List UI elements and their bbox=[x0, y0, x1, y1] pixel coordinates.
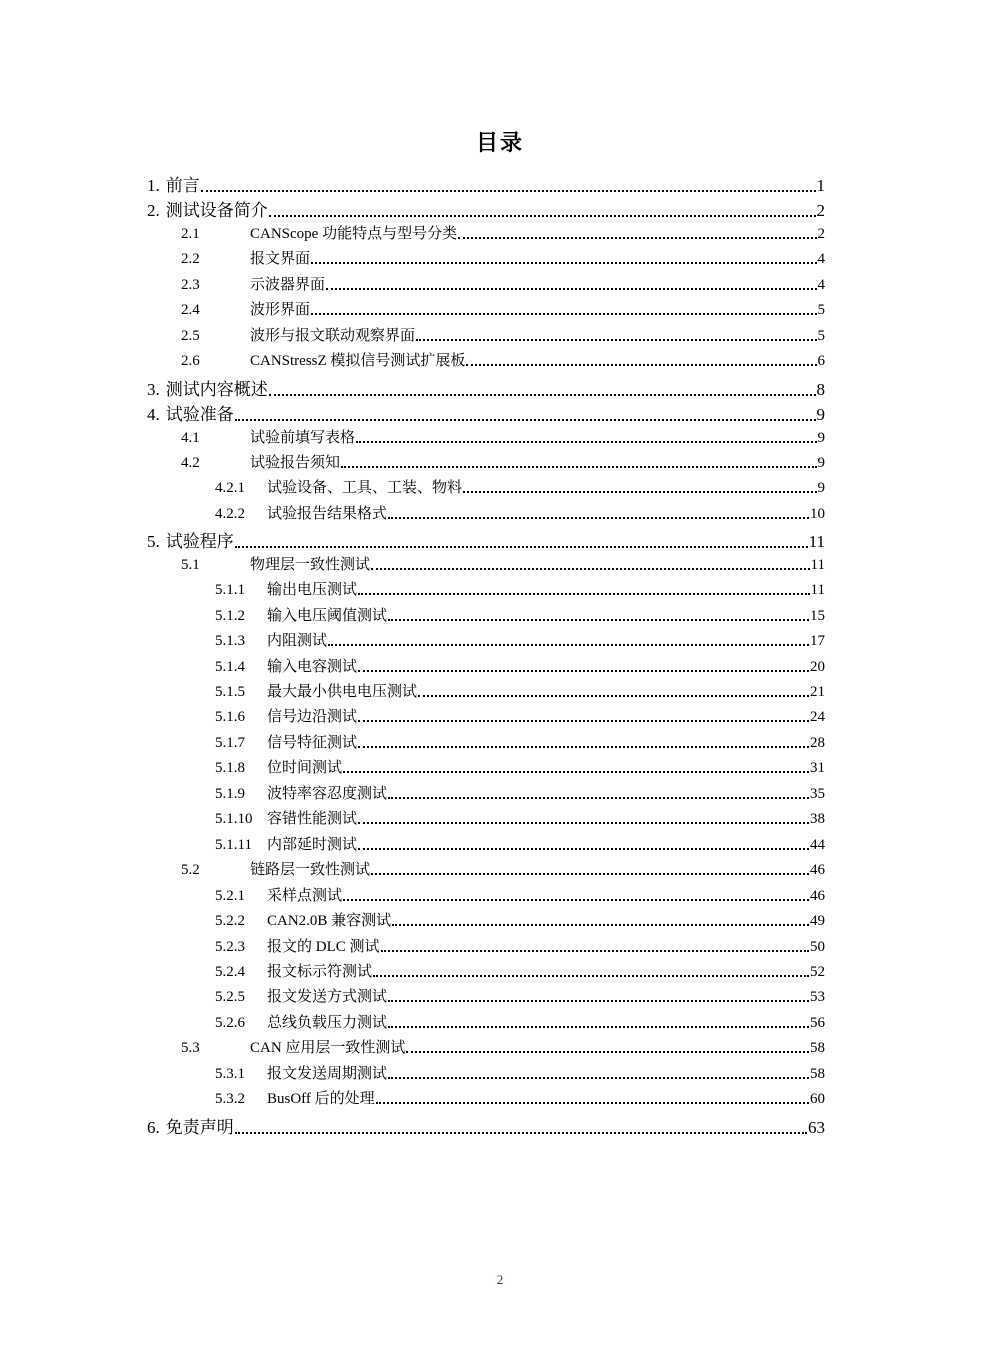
toc-entry[interactable] bbox=[181, 298, 825, 319]
toc-entry-title: 信号特征测试 bbox=[267, 734, 358, 751]
toc-entry[interactable] bbox=[181, 1036, 825, 1057]
toc-entry-title: 试验前填写表格 bbox=[250, 429, 356, 446]
page-number: 2 bbox=[496, 1272, 504, 1287]
toc-entry-page: 50 bbox=[810, 938, 825, 955]
toc-entry[interactable] bbox=[215, 705, 825, 726]
toc-entry-title: 信号边沿测试 bbox=[267, 709, 358, 726]
toc-entry[interactable] bbox=[215, 604, 825, 625]
toc-entry-number: 5.1.5 bbox=[215, 684, 245, 700]
toc-entry-title: 前言 bbox=[165, 176, 200, 196]
toc-entry-page: 11 bbox=[810, 556, 825, 573]
toc-entry-page: 28 bbox=[810, 734, 825, 751]
toc-entry-number: 4.2 bbox=[181, 454, 200, 471]
toc-entry-number: 5.1.7 bbox=[215, 734, 245, 751]
toc-entry-page: 44 bbox=[810, 836, 825, 853]
toc-entry-number: 5.1.2 bbox=[215, 607, 245, 624]
toc-dot-leader bbox=[388, 1026, 809, 1028]
toc-entry-title: CAN2.0B 兼容测试 bbox=[267, 913, 392, 930]
toc-dot-leader bbox=[416, 339, 816, 341]
toc-entry-title: 测试设备简介 bbox=[165, 201, 268, 222]
toc-entry[interactable] bbox=[215, 731, 825, 752]
toc-entry[interactable] bbox=[147, 400, 825, 425]
toc-entry[interactable] bbox=[215, 476, 825, 497]
toc-entry-title: CANStressZ 模拟信号测试扩展板 bbox=[250, 353, 466, 370]
toc-entry-title: 最大最小供电电压测试 bbox=[267, 684, 418, 700]
toc-entry[interactable] bbox=[181, 858, 825, 879]
toc-dot-leader bbox=[358, 822, 809, 824]
toc-dot-leader bbox=[358, 720, 809, 722]
toc-dot-leader bbox=[311, 262, 816, 264]
toc-entry[interactable] bbox=[181, 349, 825, 370]
toc-entry-page: 9 bbox=[817, 480, 825, 497]
toc-entry-page: 24 bbox=[810, 709, 825, 726]
toc-dot-leader bbox=[358, 746, 809, 748]
toc-entry[interactable] bbox=[215, 833, 825, 854]
toc-entry[interactable] bbox=[215, 960, 825, 981]
toc-entry-title: 波形界面 bbox=[250, 302, 311, 319]
toc-dot-leader bbox=[341, 466, 816, 468]
toc-entry-page: 15 bbox=[810, 607, 825, 624]
toc-entry-title: 试验程序 bbox=[165, 532, 234, 553]
toc-dot-leader bbox=[356, 441, 816, 443]
toc-dot-leader bbox=[358, 848, 809, 850]
toc-dot-leader bbox=[326, 288, 816, 290]
toc-entry[interactable] bbox=[215, 680, 825, 701]
toc-entry-number: 2.1 bbox=[181, 225, 200, 242]
toc-entry[interactable] bbox=[215, 985, 825, 1006]
toc-entry-page: 35 bbox=[810, 785, 825, 802]
toc-entry-number: 5.1 bbox=[181, 556, 200, 573]
toc-entry[interactable] bbox=[215, 935, 825, 956]
toc-entry-number: 5.3 bbox=[181, 1040, 200, 1057]
toc-entry-title: 物理层一致性测试 bbox=[250, 556, 371, 573]
toc-dot-leader bbox=[311, 313, 816, 315]
toc-entry-title: 内阻测试 bbox=[267, 633, 328, 650]
toc-entry-page: 9 bbox=[817, 454, 825, 471]
toc-dot-leader bbox=[388, 797, 809, 799]
toc-dot-leader bbox=[388, 1000, 809, 1002]
toc-entry-title: 输入电容测试 bbox=[267, 658, 358, 675]
toc-entry[interactable] bbox=[181, 324, 825, 345]
toc-entry-title: 报文的 DLC 测试 bbox=[267, 938, 380, 955]
toc-entry-number: 5.1.3 bbox=[215, 633, 245, 650]
toc-entry-number: 5.1.11 bbox=[215, 836, 252, 853]
toc-dot-leader bbox=[381, 950, 809, 952]
toc-entry[interactable] bbox=[215, 884, 825, 905]
toc-entry-title: 波特率容忍度测试 bbox=[267, 785, 388, 802]
toc-entry-page: 17 bbox=[810, 633, 825, 650]
toc-entry-title: 报文发送周期测试 bbox=[267, 1065, 388, 1082]
toc-entry-number: 2.4 bbox=[181, 302, 200, 319]
toc-entry[interactable] bbox=[215, 909, 825, 930]
toc-entry-title: 试验报告须知 bbox=[250, 454, 341, 471]
toc-entry-page: 4 bbox=[817, 276, 825, 293]
toc-dot-leader bbox=[388, 517, 809, 519]
toc-entry[interactable] bbox=[215, 502, 825, 523]
toc-entry-number: 4.2.1 bbox=[215, 480, 245, 497]
toc-entry-title: 测试内容概述 bbox=[165, 379, 268, 400]
toc-entry-page: 38 bbox=[810, 811, 825, 828]
toc-dot-leader bbox=[235, 546, 808, 548]
toc-entry[interactable] bbox=[215, 807, 825, 828]
toc-entry-title: 总线负载压力测试 bbox=[267, 1014, 388, 1031]
toc-entry-number: 4.2.2 bbox=[215, 505, 245, 522]
toc-entry[interactable] bbox=[181, 451, 825, 472]
toc-dot-leader bbox=[392, 924, 809, 926]
toc-entry-title: CAN 应用层一致性测试 bbox=[250, 1040, 406, 1057]
toc-entry-number: 4. bbox=[147, 405, 160, 425]
page-title: 目录 bbox=[475, 131, 524, 156]
toc-entry-page: 9 bbox=[816, 405, 825, 425]
toc-entry-page: 58 bbox=[810, 1065, 825, 1082]
toc-entry[interactable] bbox=[181, 426, 825, 447]
toc-entry-page: 6 bbox=[817, 353, 825, 370]
toc-dot-leader bbox=[343, 771, 809, 773]
toc-entry-number: 5. bbox=[147, 532, 160, 552]
toc-entry[interactable] bbox=[147, 375, 825, 400]
toc-entry-number: 5.2.6 bbox=[215, 1014, 245, 1031]
toc-entry-number: 5.1.6 bbox=[215, 709, 245, 726]
toc-entry-number: 5.2.3 bbox=[215, 938, 245, 955]
toc-entry-number: 5.2.1 bbox=[215, 887, 245, 904]
toc-entry-title: 报文标示符测试 bbox=[267, 963, 373, 980]
toc-entry-title: 输入电压阈值测试 bbox=[267, 607, 388, 624]
toc-entry-page: 11 bbox=[810, 582, 825, 599]
toc-entry-number: 2.2 bbox=[181, 251, 200, 268]
toc-entry-title: 试验报告结果格式 bbox=[267, 505, 388, 522]
toc-entry-title: 位时间测试 bbox=[267, 760, 343, 777]
toc-entry-page: 49 bbox=[810, 913, 825, 930]
toc-entry[interactable] bbox=[215, 629, 825, 650]
toc-dot-leader bbox=[269, 215, 816, 217]
toc-entry-page: 5 bbox=[817, 327, 825, 344]
toc-entry-page: 60 bbox=[810, 1091, 825, 1108]
toc-entry-number: 5.2.5 bbox=[215, 989, 245, 1006]
toc-entry-page: 46 bbox=[810, 887, 825, 904]
toc-entry-page: 46 bbox=[810, 862, 825, 879]
toc-entry-page: 4 bbox=[817, 251, 825, 268]
toc-dot-leader bbox=[376, 1102, 809, 1104]
toc-entry-page: 53 bbox=[810, 989, 825, 1006]
toc-dot-leader bbox=[235, 1132, 807, 1134]
toc-entry-title: 链路层一致性测试 bbox=[250, 862, 371, 879]
toc-entry[interactable] bbox=[181, 247, 825, 268]
toc-entry-title: 示波器界面 bbox=[250, 276, 326, 293]
toc-entry[interactable] bbox=[215, 756, 825, 777]
toc-entry-number: 4.1 bbox=[181, 429, 200, 446]
toc-entry[interactable] bbox=[147, 527, 825, 552]
toc-dot-leader bbox=[201, 190, 816, 192]
toc-entry[interactable] bbox=[181, 273, 825, 294]
toc-dot-leader bbox=[269, 394, 816, 396]
toc-entry-page: 2 bbox=[816, 201, 825, 221]
toc-entry-title: 输出电压测试 bbox=[267, 582, 358, 599]
toc-entry-number: 5.2.4 bbox=[215, 963, 245, 980]
toc-entry-title: 波形与报文联动观察界面 bbox=[250, 327, 416, 344]
toc-entry[interactable] bbox=[215, 578, 825, 599]
toc-entry[interactable] bbox=[181, 553, 825, 574]
toc-entry[interactable] bbox=[181, 222, 825, 243]
toc-entry[interactable] bbox=[215, 1087, 825, 1108]
toc-entry[interactable] bbox=[215, 782, 825, 803]
toc-entry-page: 31 bbox=[810, 760, 825, 777]
toc-entry-page: 10 bbox=[810, 505, 825, 522]
toc-entry-title: 试验准备 bbox=[165, 405, 234, 426]
toc-dot-leader bbox=[373, 975, 809, 977]
toc-entry-page: 11 bbox=[808, 532, 825, 552]
toc-dot-leader bbox=[371, 568, 810, 570]
toc-entry-title: BusOff 后的处理 bbox=[267, 1091, 375, 1108]
toc-dot-leader bbox=[406, 1051, 809, 1053]
toc-entry-page: 21 bbox=[810, 684, 825, 700]
toc-entry-page: 2 bbox=[817, 225, 825, 242]
toc-entry-page: 9 bbox=[817, 429, 825, 446]
toc-dot-leader bbox=[388, 619, 809, 621]
toc-dot-leader bbox=[418, 695, 809, 697]
toc-entry-number: 5.1.10 bbox=[215, 811, 253, 828]
toc-dot-leader bbox=[371, 873, 809, 875]
toc-dot-leader bbox=[328, 644, 809, 646]
toc-entry[interactable] bbox=[147, 171, 825, 196]
toc-entry-number: 6. bbox=[147, 1117, 160, 1137]
toc-entry-page: 8 bbox=[816, 379, 825, 399]
toc-entry-page: 58 bbox=[810, 1040, 825, 1057]
toc-entry[interactable] bbox=[147, 1113, 825, 1138]
toc-entry-page: 5 bbox=[817, 302, 825, 319]
toc-entry-number: 3. bbox=[147, 379, 160, 399]
toc-entry-number: 5.2 bbox=[181, 862, 200, 879]
toc-entry-title: 容错性能测试 bbox=[267, 811, 358, 828]
toc-entry-page: 63 bbox=[808, 1117, 825, 1137]
toc-entry-page: 56 bbox=[810, 1014, 825, 1031]
toc-entry-title: 采样点测试 bbox=[267, 887, 343, 904]
toc-dot-leader bbox=[358, 670, 809, 672]
toc-entry-number: 5.1.8 bbox=[215, 760, 245, 777]
toc-entry-title: 免责声明 bbox=[165, 1117, 234, 1138]
toc-entry[interactable] bbox=[147, 196, 825, 221]
toc-entry[interactable] bbox=[215, 1011, 825, 1032]
toc-entry-number: 2.3 bbox=[181, 276, 200, 293]
toc-entry-title: CANScope 功能特点与型号分类 bbox=[250, 225, 458, 242]
toc-dot-leader bbox=[358, 593, 810, 595]
toc-dot-leader bbox=[388, 1077, 809, 1079]
toc-entry-number: 5.2.2 bbox=[215, 913, 245, 930]
toc-entry-number: 5.3.2 bbox=[215, 1091, 245, 1108]
toc-entry-title: 报文界面 bbox=[250, 251, 311, 268]
toc-dot-leader bbox=[466, 364, 816, 366]
toc-entry-number: 5.1.1 bbox=[215, 582, 245, 599]
toc-entry-title: 试验设备、工具、工装、物料 bbox=[267, 480, 463, 497]
toc-entry-number: 5.3.1 bbox=[215, 1065, 245, 1082]
toc-dot-leader bbox=[343, 899, 809, 901]
toc-entry-number: 2. bbox=[147, 201, 160, 221]
toc-entry[interactable] bbox=[215, 655, 825, 676]
toc-entry[interactable] bbox=[215, 1062, 825, 1083]
toc-dot-leader bbox=[463, 491, 816, 493]
toc-entry-number: 2.6 bbox=[181, 353, 200, 370]
toc-entry-number: 5.1.4 bbox=[215, 658, 245, 675]
toc-entry-title: 内部延时测试 bbox=[267, 836, 358, 853]
toc-entry-number: 2.5 bbox=[181, 327, 200, 344]
toc-dot-leader bbox=[458, 237, 816, 239]
toc-entry-page: 1 bbox=[816, 176, 825, 195]
toc-dot-leader bbox=[235, 419, 816, 421]
toc-entry-page: 52 bbox=[810, 963, 825, 980]
toc-entry-title: 报文发送方式测试 bbox=[267, 989, 388, 1006]
toc-entry-number: 1. bbox=[147, 176, 160, 195]
toc-entry-page: 20 bbox=[810, 658, 825, 675]
toc-entry-number: 5.1.9 bbox=[215, 785, 245, 802]
